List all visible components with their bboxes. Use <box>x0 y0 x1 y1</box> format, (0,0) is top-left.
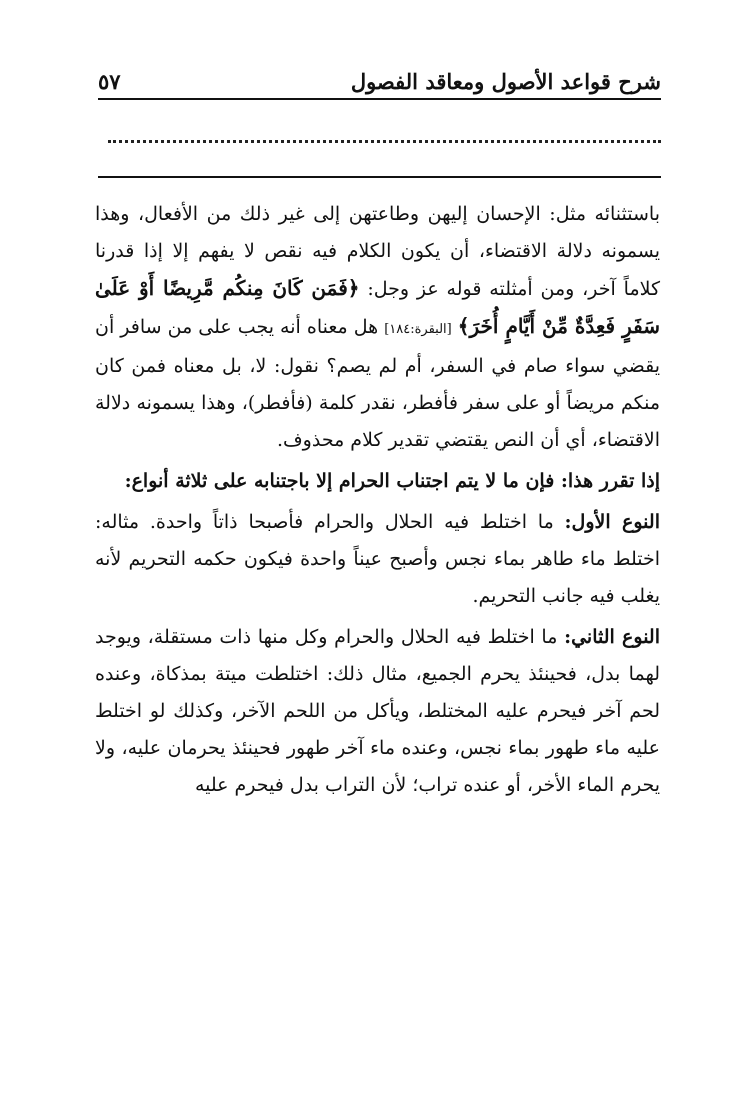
book-title: شرح قواعد الأصول ومعاقد الفصول <box>350 69 661 94</box>
paragraph-text: هل معناه أنه يجب على من سافر أن يقضي سواء صام في السفر، أم لم يصم؟ نقول: لا، بل معناه فمن كان منكم مريضاً أو على سفر فأفطر، نقدر كلمة (فأفطر)، وهذا يسمونه دلالة الاقتضاء، أي أن النص يقتضي تقدير كلام محذوف. <box>95 316 660 451</box>
paragraph-3 <box>95 504 660 615</box>
paragraph-lead: النوع الأول: <box>564 511 660 533</box>
paragraph-text: باستثنائه مثل: الإحسان إليهن وطاعتهن إلى غير ذلك من الأفعال، وهذا يسمونه دلالة الاقتضاء، أن يكون الكلام فيه نقص لا يفهم إلا إذا قدرنا كلاماً آخر، ومن أمثلته قوله عز وجل: <box>95 203 660 300</box>
page-body <box>95 196 660 808</box>
paragraph-2 <box>95 463 660 500</box>
paragraph-lead: النوع الثاني: <box>564 626 660 648</box>
dotted-separator <box>108 140 661 143</box>
page-number: ٥٧ <box>98 69 121 94</box>
verse-reference: [البقرة:١٨٤] <box>384 322 452 337</box>
paragraph-lead: إذا تقرر هذا: فإن ما لا يتم اجتناب الحرام إلا باجتنابه على ثلاثة أنواع: <box>124 470 660 492</box>
header-rule <box>98 98 661 100</box>
paragraph-1 <box>95 196 660 459</box>
paragraph-4 <box>95 619 660 804</box>
paragraph-text: ما اختلط فيه الحلال والحرام وكل منها ذات مستقلة، ويوجد لهما بدل، فحينئذ يحرم الجميع، مثال ذلك: اختلطت ميتة بمذكاة، وعنده لحم آخر فيحرم عليه المختلط، ويأكل من اللحم الآخر، وكذلك لو اختلط عليه ماء طهور بماء نجس، وعنده ماء آخر طهور فحينئذ يحرمان عليه، ولا يحرم الماء الأخر، أو عنده تراب؛ لأن التراب بدل فيحرم عليه <box>95 626 660 796</box>
section-rule <box>98 176 661 178</box>
paragraph-text: ما اختلط فيه الحلال والحرام فأصبحا ذاتاً واحدة. مثاله: اختلط ماء طاهر بماء نجس وأصبح عيناً واحدة فيكون حكمه التحريم لأنه يغلب فيه جانب التحريم. <box>95 511 660 607</box>
running-header <box>98 62 661 96</box>
quran-verse: ﴿فَمَن كَانَ مِنكُم مَّرِيضًا أَوْ عَلَىٰ سَفَرٍ فَعِدَّةٌ مِّنْ أَيَّامٍ أُخَرَ﴾ <box>95 276 660 338</box>
